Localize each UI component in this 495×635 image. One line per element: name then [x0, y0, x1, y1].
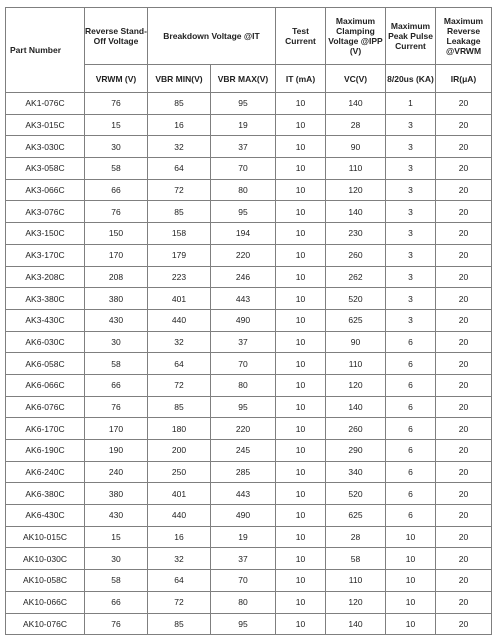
vc-cell: 262	[326, 266, 386, 288]
it-cell: 10	[276, 461, 326, 483]
vrwm-cell: 66	[85, 374, 148, 396]
vc-cell: 520	[326, 483, 386, 505]
vrwm-cell: 66	[85, 179, 148, 201]
it-cell: 10	[276, 201, 326, 223]
ka-cell: 10	[386, 548, 436, 570]
vbr-min-cell: 440	[148, 505, 211, 527]
vbr-max-cell: 70	[211, 158, 276, 180]
vc-cell: 110	[326, 570, 386, 592]
vc-cell: 110	[326, 158, 386, 180]
ir-cell: 20	[436, 591, 492, 613]
ka-cell: 1	[386, 93, 436, 115]
table-row	[6, 483, 492, 505]
part-number-cell: AK3-208C	[6, 266, 85, 288]
ir-cell: 20	[436, 613, 492, 635]
it-cell: 10	[276, 570, 326, 592]
vbr-max-cell: 70	[211, 353, 276, 375]
ka-cell: 3	[386, 309, 436, 331]
vbr-max-cell: 95	[211, 201, 276, 223]
ir-cell: 20	[436, 440, 492, 462]
ka-cell: 6	[386, 396, 436, 418]
vc-cell: 520	[326, 288, 386, 310]
vbr-min-cell: 72	[148, 179, 211, 201]
ir-cell: 20	[436, 418, 492, 440]
ka-cell: 10	[386, 570, 436, 592]
part-number-cell: AK3-170C	[6, 244, 85, 266]
table-body	[6, 93, 492, 635]
subheader-vbr-min: VBR MIN(V)	[148, 65, 211, 93]
ka-cell: 3	[386, 114, 436, 136]
it-cell: 10	[276, 223, 326, 245]
table-row	[6, 505, 492, 527]
ir-cell: 20	[436, 570, 492, 592]
vrwm-cell: 30	[85, 136, 148, 158]
it-cell: 10	[276, 114, 326, 136]
part-number-cell: AK1-076C	[6, 93, 85, 115]
vc-cell: 230	[326, 223, 386, 245]
ir-cell: 20	[436, 505, 492, 527]
vbr-max-cell: 95	[211, 396, 276, 418]
vbr-min-cell: 200	[148, 440, 211, 462]
ka-cell: 6	[386, 353, 436, 375]
vrwm-cell: 30	[85, 331, 148, 353]
vbr-max-cell: 220	[211, 244, 276, 266]
ir-cell: 20	[436, 331, 492, 353]
vrwm-cell: 76	[85, 396, 148, 418]
part-number-cell: AK6-170C	[6, 418, 85, 440]
vbr-max-cell: 490	[211, 309, 276, 331]
vbr-max-cell: 443	[211, 288, 276, 310]
ir-cell: 20	[436, 461, 492, 483]
vc-cell: 140	[326, 613, 386, 635]
header-breakdown-voltage: Breakdown Voltage @IT	[148, 8, 276, 65]
vbr-min-cell: 32	[148, 331, 211, 353]
table-row	[6, 613, 492, 635]
vbr-min-cell: 16	[148, 114, 211, 136]
part-number-cell: AK6-076C	[6, 396, 85, 418]
part-number-cell: AK6-380C	[6, 483, 85, 505]
table-row	[6, 353, 492, 375]
part-number-cell: AK10-030C	[6, 548, 85, 570]
it-cell: 10	[276, 136, 326, 158]
ir-cell: 20	[436, 136, 492, 158]
header-max-peak-pulse: Maximum Peak Pulse Current	[386, 8, 436, 65]
ka-cell: 10	[386, 526, 436, 548]
table-row	[6, 223, 492, 245]
vc-cell: 110	[326, 353, 386, 375]
vbr-min-cell: 32	[148, 136, 211, 158]
it-cell: 10	[276, 526, 326, 548]
vbr-min-cell: 401	[148, 483, 211, 505]
vrwm-cell: 380	[85, 288, 148, 310]
table-row	[6, 93, 492, 115]
vrwm-cell: 76	[85, 93, 148, 115]
vrwm-cell: 170	[85, 244, 148, 266]
ka-cell: 10	[386, 613, 436, 635]
table-row	[6, 374, 492, 396]
part-number-cell: AK3-380C	[6, 288, 85, 310]
vc-cell: 260	[326, 244, 386, 266]
it-cell: 10	[276, 591, 326, 613]
vbr-min-cell: 85	[148, 201, 211, 223]
vbr-max-cell: 95	[211, 93, 276, 115]
vbr-max-cell: 220	[211, 418, 276, 440]
ka-cell: 3	[386, 223, 436, 245]
vrwm-cell: 430	[85, 505, 148, 527]
ir-cell: 20	[436, 526, 492, 548]
vrwm-cell: 58	[85, 158, 148, 180]
ir-cell: 20	[436, 223, 492, 245]
it-cell: 10	[276, 179, 326, 201]
vbr-max-cell: 80	[211, 179, 276, 201]
table-row	[6, 440, 492, 462]
table-row	[6, 418, 492, 440]
vbr-max-cell: 19	[211, 114, 276, 136]
vbr-min-cell: 16	[148, 526, 211, 548]
subheader-it: IT (mA)	[276, 65, 326, 93]
vc-cell: 140	[326, 396, 386, 418]
ka-cell: 6	[386, 418, 436, 440]
part-number-cell: AK6-066C	[6, 374, 85, 396]
part-number-cell: AK6-058C	[6, 353, 85, 375]
vbr-min-cell: 72	[148, 374, 211, 396]
it-cell: 10	[276, 353, 326, 375]
subheader-vrwm: VRWM (V)	[85, 65, 148, 93]
vrwm-cell: 170	[85, 418, 148, 440]
it-cell: 10	[276, 548, 326, 570]
vc-cell: 120	[326, 374, 386, 396]
table-row	[6, 179, 492, 201]
vbr-min-cell: 250	[148, 461, 211, 483]
ka-cell: 6	[386, 505, 436, 527]
vc-cell: 140	[326, 201, 386, 223]
it-cell: 10	[276, 93, 326, 115]
ka-cell: 6	[386, 483, 436, 505]
vc-cell: 28	[326, 526, 386, 548]
vbr-max-cell: 19	[211, 526, 276, 548]
part-number-cell: AK3-066C	[6, 179, 85, 201]
vbr-min-cell: 85	[148, 396, 211, 418]
vbr-max-cell: 443	[211, 483, 276, 505]
ka-cell: 6	[386, 331, 436, 353]
part-number-cell: AK6-190C	[6, 440, 85, 462]
vrwm-cell: 208	[85, 266, 148, 288]
part-number-cell: AK10-015C	[6, 526, 85, 548]
table-row	[6, 396, 492, 418]
part-number-cell: AK10-066C	[6, 591, 85, 613]
part-number-cell: AK10-076C	[6, 613, 85, 635]
vbr-max-cell: 490	[211, 505, 276, 527]
table-row	[6, 158, 492, 180]
part-number-cell: AK6-240C	[6, 461, 85, 483]
table-row	[6, 244, 492, 266]
vrwm-cell: 76	[85, 613, 148, 635]
vrwm-cell: 58	[85, 570, 148, 592]
vbr-max-cell: 194	[211, 223, 276, 245]
part-number-cell: AK3-058C	[6, 158, 85, 180]
vc-cell: 120	[326, 591, 386, 613]
part-number-cell: AK10-058C	[6, 570, 85, 592]
it-cell: 10	[276, 613, 326, 635]
it-cell: 10	[276, 440, 326, 462]
vrwm-cell: 66	[85, 591, 148, 613]
vbr-min-cell: 85	[148, 613, 211, 635]
vbr-min-cell: 158	[148, 223, 211, 245]
table-row	[6, 331, 492, 353]
vc-cell: 340	[326, 461, 386, 483]
it-cell: 10	[276, 505, 326, 527]
vc-cell: 625	[326, 309, 386, 331]
ir-cell: 20	[436, 179, 492, 201]
part-number-cell: AK3-150C	[6, 223, 85, 245]
header-max-clamping: Maximum Clamping Voltage @IPP (V)	[326, 8, 386, 65]
ir-cell: 20	[436, 288, 492, 310]
it-cell: 10	[276, 244, 326, 266]
vbr-min-cell: 32	[148, 548, 211, 570]
table-row	[6, 548, 492, 570]
ir-cell: 20	[436, 548, 492, 570]
subheader-vbr-max: VBR MAX(V)	[211, 65, 276, 93]
ir-cell: 20	[436, 114, 492, 136]
vc-cell: 120	[326, 179, 386, 201]
part-number-cell: AK6-030C	[6, 331, 85, 353]
vrwm-cell: 150	[85, 223, 148, 245]
ir-cell: 20	[436, 201, 492, 223]
ka-cell: 3	[386, 158, 436, 180]
vbr-min-cell: 85	[148, 93, 211, 115]
vbr-max-cell: 37	[211, 136, 276, 158]
it-cell: 10	[276, 396, 326, 418]
ka-cell: 6	[386, 440, 436, 462]
header-test-current: Test Current	[276, 8, 326, 65]
vbr-max-cell: 80	[211, 591, 276, 613]
ir-cell: 20	[436, 483, 492, 505]
ka-cell: 10	[386, 591, 436, 613]
vc-cell: 58	[326, 548, 386, 570]
ir-cell: 20	[436, 374, 492, 396]
table-row	[6, 136, 492, 158]
table-row	[6, 266, 492, 288]
ka-cell: 6	[386, 374, 436, 396]
table-row	[6, 201, 492, 223]
vbr-max-cell: 246	[211, 266, 276, 288]
vrwm-cell: 380	[85, 483, 148, 505]
vrwm-cell: 190	[85, 440, 148, 462]
ka-cell: 3	[386, 266, 436, 288]
vc-cell: 28	[326, 114, 386, 136]
table-row	[6, 526, 492, 548]
part-number-cell: AK3-030C	[6, 136, 85, 158]
vbr-max-cell: 245	[211, 440, 276, 462]
ir-cell: 20	[436, 93, 492, 115]
table-row	[6, 461, 492, 483]
ir-cell: 20	[436, 353, 492, 375]
vbr-max-cell: 95	[211, 613, 276, 635]
vrwm-cell: 430	[85, 309, 148, 331]
vrwm-cell: 30	[85, 548, 148, 570]
table-row	[6, 591, 492, 613]
table-row	[6, 570, 492, 592]
vc-cell: 90	[326, 136, 386, 158]
part-number-cell: AK3-430C	[6, 309, 85, 331]
table-row	[6, 309, 492, 331]
ka-cell: 3	[386, 201, 436, 223]
ka-cell: 3	[386, 288, 436, 310]
vc-cell: 140	[326, 93, 386, 115]
it-cell: 10	[276, 418, 326, 440]
it-cell: 10	[276, 483, 326, 505]
it-cell: 10	[276, 374, 326, 396]
vbr-min-cell: 72	[148, 591, 211, 613]
ir-cell: 20	[436, 309, 492, 331]
it-cell: 10	[276, 266, 326, 288]
vc-cell: 260	[326, 418, 386, 440]
ka-cell: 3	[386, 179, 436, 201]
vbr-max-cell: 80	[211, 374, 276, 396]
it-cell: 10	[276, 158, 326, 180]
vbr-min-cell: 179	[148, 244, 211, 266]
vbr-min-cell: 64	[148, 353, 211, 375]
spec-sheet	[5, 7, 491, 635]
vbr-min-cell: 401	[148, 288, 211, 310]
ir-cell: 20	[436, 158, 492, 180]
subheader-ka: 8/20us (KA)	[386, 65, 436, 93]
ka-cell: 3	[386, 136, 436, 158]
vbr-min-cell: 223	[148, 266, 211, 288]
ir-cell: 20	[436, 396, 492, 418]
specifications-table	[5, 7, 492, 635]
vrwm-cell: 240	[85, 461, 148, 483]
it-cell: 10	[276, 331, 326, 353]
vrwm-cell: 58	[85, 353, 148, 375]
it-cell: 10	[276, 288, 326, 310]
ir-cell: 20	[436, 244, 492, 266]
ir-cell: 20	[436, 266, 492, 288]
part-number-cell: AK6-430C	[6, 505, 85, 527]
vbr-min-cell: 440	[148, 309, 211, 331]
vc-cell: 90	[326, 331, 386, 353]
header-part-number: Part Number	[6, 8, 85, 93]
ka-cell: 3	[386, 244, 436, 266]
vc-cell: 290	[326, 440, 386, 462]
header-reverse-standoff: Reverse Stand-Off Voltage	[85, 8, 148, 65]
vc-cell: 625	[326, 505, 386, 527]
part-number-cell: AK3-076C	[6, 201, 85, 223]
ka-cell: 6	[386, 461, 436, 483]
vbr-max-cell: 70	[211, 570, 276, 592]
subheader-ir: IR(μA)	[436, 65, 492, 93]
table-row	[6, 288, 492, 310]
vbr-max-cell: 37	[211, 331, 276, 353]
vrwm-cell: 15	[85, 114, 148, 136]
vbr-min-cell: 180	[148, 418, 211, 440]
vrwm-cell: 76	[85, 201, 148, 223]
subheader-vc: VC(V)	[326, 65, 386, 93]
header-max-reverse-leakage: Maximum Reverse Leakage @VRWM	[436, 8, 492, 65]
vrwm-cell: 15	[85, 526, 148, 548]
vbr-min-cell: 64	[148, 570, 211, 592]
vbr-max-cell: 285	[211, 461, 276, 483]
vbr-min-cell: 64	[148, 158, 211, 180]
part-number-cell: AK3-015C	[6, 114, 85, 136]
vbr-max-cell: 37	[211, 548, 276, 570]
table-row	[6, 114, 492, 136]
header-row	[6, 8, 492, 65]
it-cell: 10	[276, 309, 326, 331]
